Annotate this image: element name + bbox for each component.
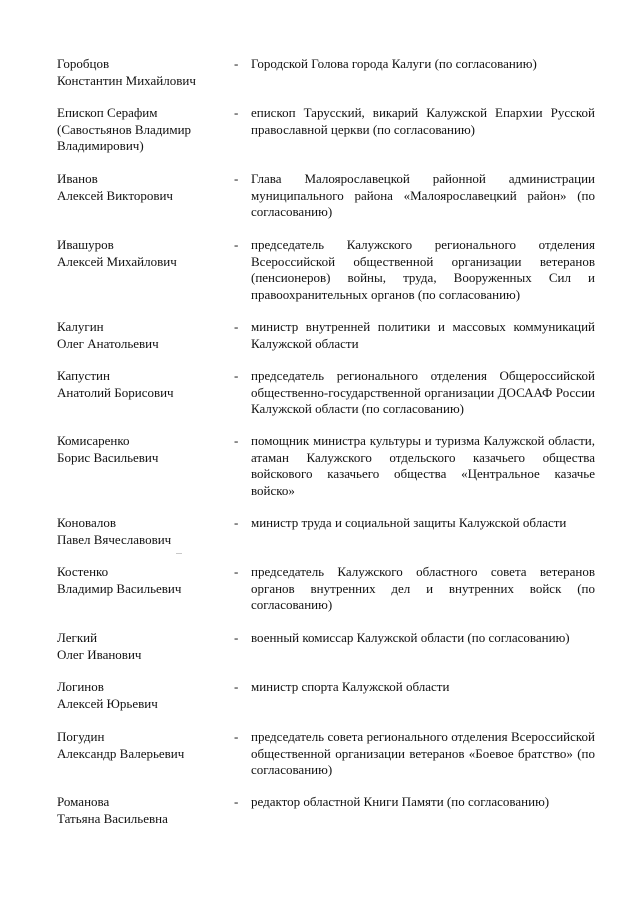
dash-separator: - xyxy=(234,319,239,334)
dash-separator: - xyxy=(234,630,239,645)
member-role: помощник министра культуры и туризма Калужской области, атаман Калужского отдельского казачьего общества войскового казачьего общества «Центральное казачье войско» xyxy=(251,433,595,498)
dash-separator: - xyxy=(234,433,239,448)
dash-separator: - xyxy=(234,729,239,744)
member-name: Горобцов Константин Михайлович xyxy=(57,56,196,88)
member-role: епископ Тарусский, викарий Калужской Епархии Русской православной церкви (по согласованию) xyxy=(251,105,595,137)
member-name: Ивашуров Алексей Михайлович xyxy=(57,237,177,269)
member-role: председатель Калужского областного совета ветеранов органов внутренних дел и внутренних войск (по согласованию) xyxy=(251,564,595,612)
member-role: председатель регионального отделения Общероссийской общественно-государственной организации ДОСААФ России Калужской области (по согласованию) xyxy=(251,368,595,416)
member-role: министр труда и социальной защиты Калужской области xyxy=(251,515,567,530)
member-name: Калугин Олег Анатольевич xyxy=(57,319,159,351)
member-name: Капустин Анатолий Борисович xyxy=(57,368,174,400)
dash-separator: - xyxy=(234,515,239,530)
divider xyxy=(176,553,182,554)
member-name: Коновалов Павел Вячеславович xyxy=(57,515,172,547)
member-role: министр спорта Калужской области xyxy=(251,679,450,694)
member-role: Глава Малоярославецкой районной администрации муниципального района «Малоярославецкий район» (по согласованию) xyxy=(251,171,595,219)
member-role: Городской Голова города Калуги (по согласованию) xyxy=(251,56,537,71)
dash-separator: - xyxy=(234,564,239,579)
member-name: Романова Татьяна Васильевна xyxy=(57,794,168,826)
member-name: Легкий Олег Иванович xyxy=(57,630,142,662)
member-role: председатель совета регионального отделения Всероссийской общественной организации ветеранов «Боевое братство» (по согласованию) xyxy=(251,729,595,777)
member-name: Костенко Владимир Васильевич xyxy=(57,564,182,596)
dash-separator: - xyxy=(234,105,239,120)
member-role: военный комиссар Калужской области (по согласованию) xyxy=(251,630,570,645)
dash-separator: - xyxy=(234,368,239,383)
member-role: редактор областной Книги Памяти (по согласованию) xyxy=(251,794,550,809)
dash-separator: - xyxy=(234,56,239,71)
member-name: Епископ Серафим (Савостьянов Владимир Владимирович) xyxy=(57,105,192,153)
member-name: Комисаренко Борис Васильевич xyxy=(57,433,159,465)
dash-separator: - xyxy=(234,794,239,809)
member-role: председатель Калужского регионального отделения Всероссийской общественной организации ветеранов (пенсионеров) войны, труда, Вооруженных Сил и правоохранительных органов (по согласованию) xyxy=(251,237,595,302)
dash-separator: - xyxy=(234,237,239,252)
member-name: Логинов Алексей Юрьевич xyxy=(57,679,158,711)
member-role: министр внутренней политики и массовых коммуникаций Калужской области xyxy=(251,319,595,351)
dash-separator: - xyxy=(234,679,239,694)
member-name: Иванов Алексей Викторович xyxy=(57,171,173,203)
member-name: Погудин Александр Валерьевич xyxy=(57,729,185,761)
dash-separator: - xyxy=(234,171,239,186)
